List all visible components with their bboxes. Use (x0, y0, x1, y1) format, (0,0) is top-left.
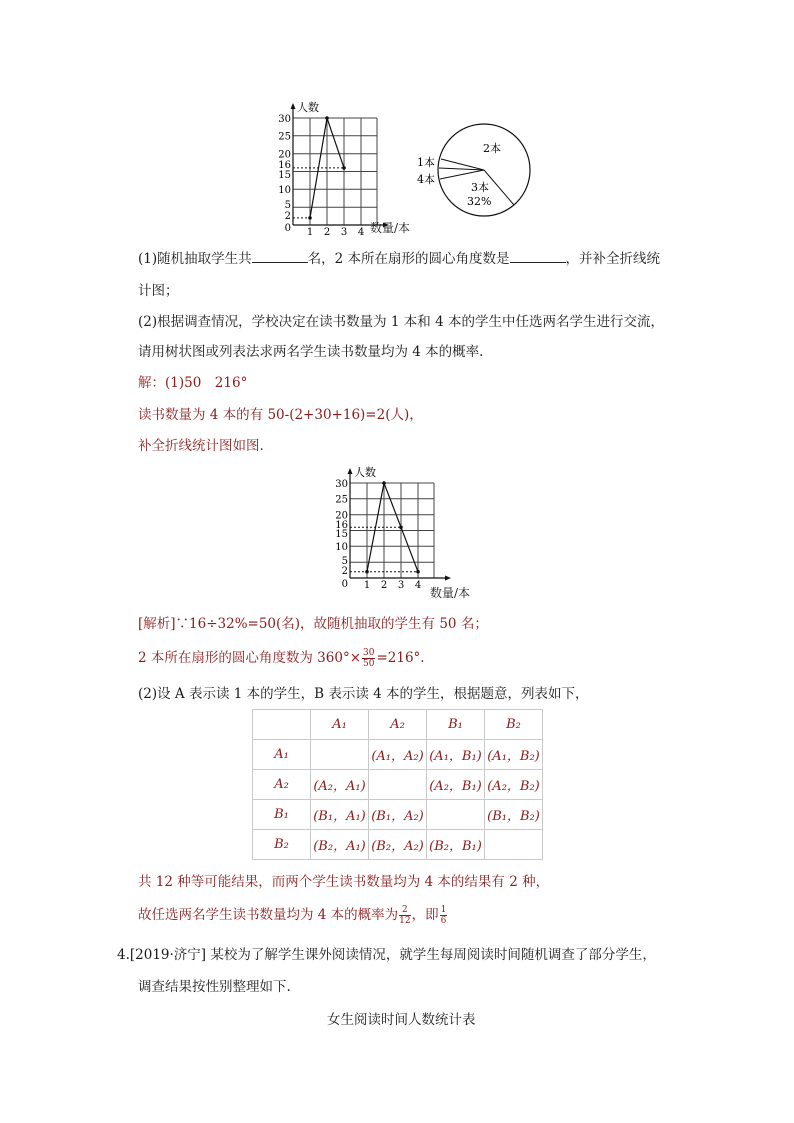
table-cell: (A₁，B₂) (485, 740, 543, 770)
y-tick: 20 (335, 510, 348, 522)
point-1 (365, 570, 369, 574)
table-cell: A₂ (369, 710, 427, 740)
analysis-line-1: [解析]∵16÷32%=50(名)，故随机抽取的学生有 50 名； (138, 616, 488, 632)
table-cell (253, 710, 311, 740)
y-tick: 30 (278, 114, 291, 125)
y-tick: 20 (278, 149, 291, 161)
y-tick: 15 (335, 529, 348, 540)
table-row (253, 800, 543, 830)
table-cell: B₁ (253, 800, 311, 830)
table-row (253, 740, 543, 770)
y-axis-label: 人数 (297, 101, 319, 114)
x-axis-label: 数量/本 (370, 221, 411, 235)
fraction: $\frac{2}{12}$ (399, 905, 411, 926)
table-cell: (B₂，B₁) (427, 830, 485, 860)
table-cell: (A₂，B₂) (485, 770, 543, 800)
x-tick: 3 (397, 580, 405, 591)
y-axis-label: 人数 (354, 466, 376, 479)
table-cell: B₁ (427, 710, 485, 740)
line-chart-2 (333, 463, 473, 603)
table-cell (485, 830, 543, 860)
fraction: $\frac{30}{50}$ (363, 648, 375, 669)
line-chart-1 (276, 98, 416, 238)
problem-4-line-2: 调查结果按性别整理如下. (138, 979, 291, 995)
question-2-line-2: 请用树状图或列表法求两名学生读书数量均为 4 本的概率. (138, 344, 484, 360)
table-cell: (B₂，A₁) (311, 830, 369, 860)
x-tick: 1 (306, 227, 314, 238)
table-cell: (B₁，A₂) (369, 800, 427, 830)
answer-blank (252, 248, 308, 263)
conclusion-line-1: 共 12 种等可能结果，而两个学生读书数量均为 4 本的结果有 2 种， (138, 874, 550, 890)
table-cell: A₁ (311, 710, 369, 740)
table-cell: (A₁，B₁) (427, 740, 485, 770)
y-tick: 25 (278, 131, 291, 143)
table-cell (311, 740, 369, 770)
outcome-table (252, 709, 543, 860)
analysis-line-2: 2 本所在扇形的圆心角度数为 360°× $\frac{30}{50}$ =216°. (138, 648, 425, 669)
fraction: $\frac{1}{6}$ (440, 905, 447, 926)
pie-label-percent: 32% (467, 195, 492, 208)
table-cell: B₂ (253, 830, 311, 860)
x-tick: 4 (357, 227, 365, 238)
pie-label-1: 1本 (417, 156, 435, 169)
y-tick: 0 (341, 579, 348, 590)
y-tick: 15 (278, 170, 291, 181)
table-row (253, 770, 543, 800)
table-cell (369, 770, 427, 800)
y-tick: 2 (341, 566, 348, 577)
analysis-line-3: (2)设 A 表示读 1 本的学生，B 表示读 4 本的学生，根据题意，列表如下， (138, 686, 589, 702)
table-cell: (A₂，B₁) (427, 770, 485, 800)
pie-label-4: 4本 (417, 173, 435, 186)
conclusion-line-2: 故任选两名学生读书数量均为 4 本的概率为 $\frac{2}{12}$ ，即 $\frac{1}{6}$ (138, 905, 447, 926)
point-2 (382, 481, 386, 485)
table-cell (427, 800, 485, 830)
point-2 (325, 116, 329, 120)
table-row (253, 830, 543, 860)
point-3 (342, 166, 346, 170)
question-1-line-1: (1)随机抽取学生共 名，2 本所在扇形的圆心角度数是 ，并补全折线统 (138, 248, 660, 269)
y-tick: 5 (341, 556, 348, 567)
problem-4-table-title: 女生阅读时间人数统计表 (327, 1012, 476, 1028)
x-tick: 1 (363, 580, 371, 591)
x-tick: 2 (380, 580, 388, 591)
y-tick: 10 (278, 185, 291, 196)
y-tick: 2 (284, 211, 291, 222)
table-cell: A₁ (253, 740, 311, 770)
table-cell: (A₂，A₁) (311, 770, 369, 800)
table-header-row (253, 710, 543, 740)
solution-complete-line: 补全折线统计图如图. (138, 438, 264, 454)
y-tick: 5 (284, 200, 291, 211)
answer-blank (510, 248, 566, 263)
table-cell: (B₂，A₂) (369, 830, 427, 860)
y-tick: 0 (284, 223, 291, 234)
point-4 (416, 570, 420, 574)
pie-label-2: 2本 (483, 142, 501, 155)
x-tick: 4 (414, 580, 422, 591)
table-cell: B₂ (485, 710, 543, 740)
question-2-line-1: (2)根据调查情况，学校决定在读书数量为 1 本和 4 本的学生中任选两名学生进行交流， (138, 314, 664, 330)
table-cell: (A₁，A₂) (369, 740, 427, 770)
pie-label-3: 3本 (471, 181, 489, 194)
y-tick: 16 (335, 520, 348, 531)
solution-count-line: 读书数量为 4 本的有 50-(2+30+16)=2(人)， (138, 407, 423, 423)
question-1-line-2: 计图； (138, 283, 179, 299)
table-cell: (B₁，B₂) (485, 800, 543, 830)
y-tick: 30 (335, 479, 348, 490)
point-3 (399, 526, 403, 530)
y-tick: 10 (335, 542, 348, 553)
point-1 (308, 216, 312, 220)
y-tick: 16 (278, 160, 291, 171)
x-tick: 3 (340, 227, 348, 238)
solution-answer-1: 解：(1)50 216° (138, 375, 248, 391)
x-tick: 2 (323, 227, 331, 238)
x-axis-label: 数量/本 (430, 586, 471, 600)
pie-chart (410, 118, 560, 218)
table-cell: (B₁，A₁) (311, 800, 369, 830)
problem-4-line-1: 4.[2019·济宁] 某校为了解学生课外阅读情况，就学生每周阅读时间随机调查了部分学生， (117, 947, 656, 963)
table-cell: A₂ (253, 770, 311, 800)
y-tick: 25 (335, 494, 348, 506)
